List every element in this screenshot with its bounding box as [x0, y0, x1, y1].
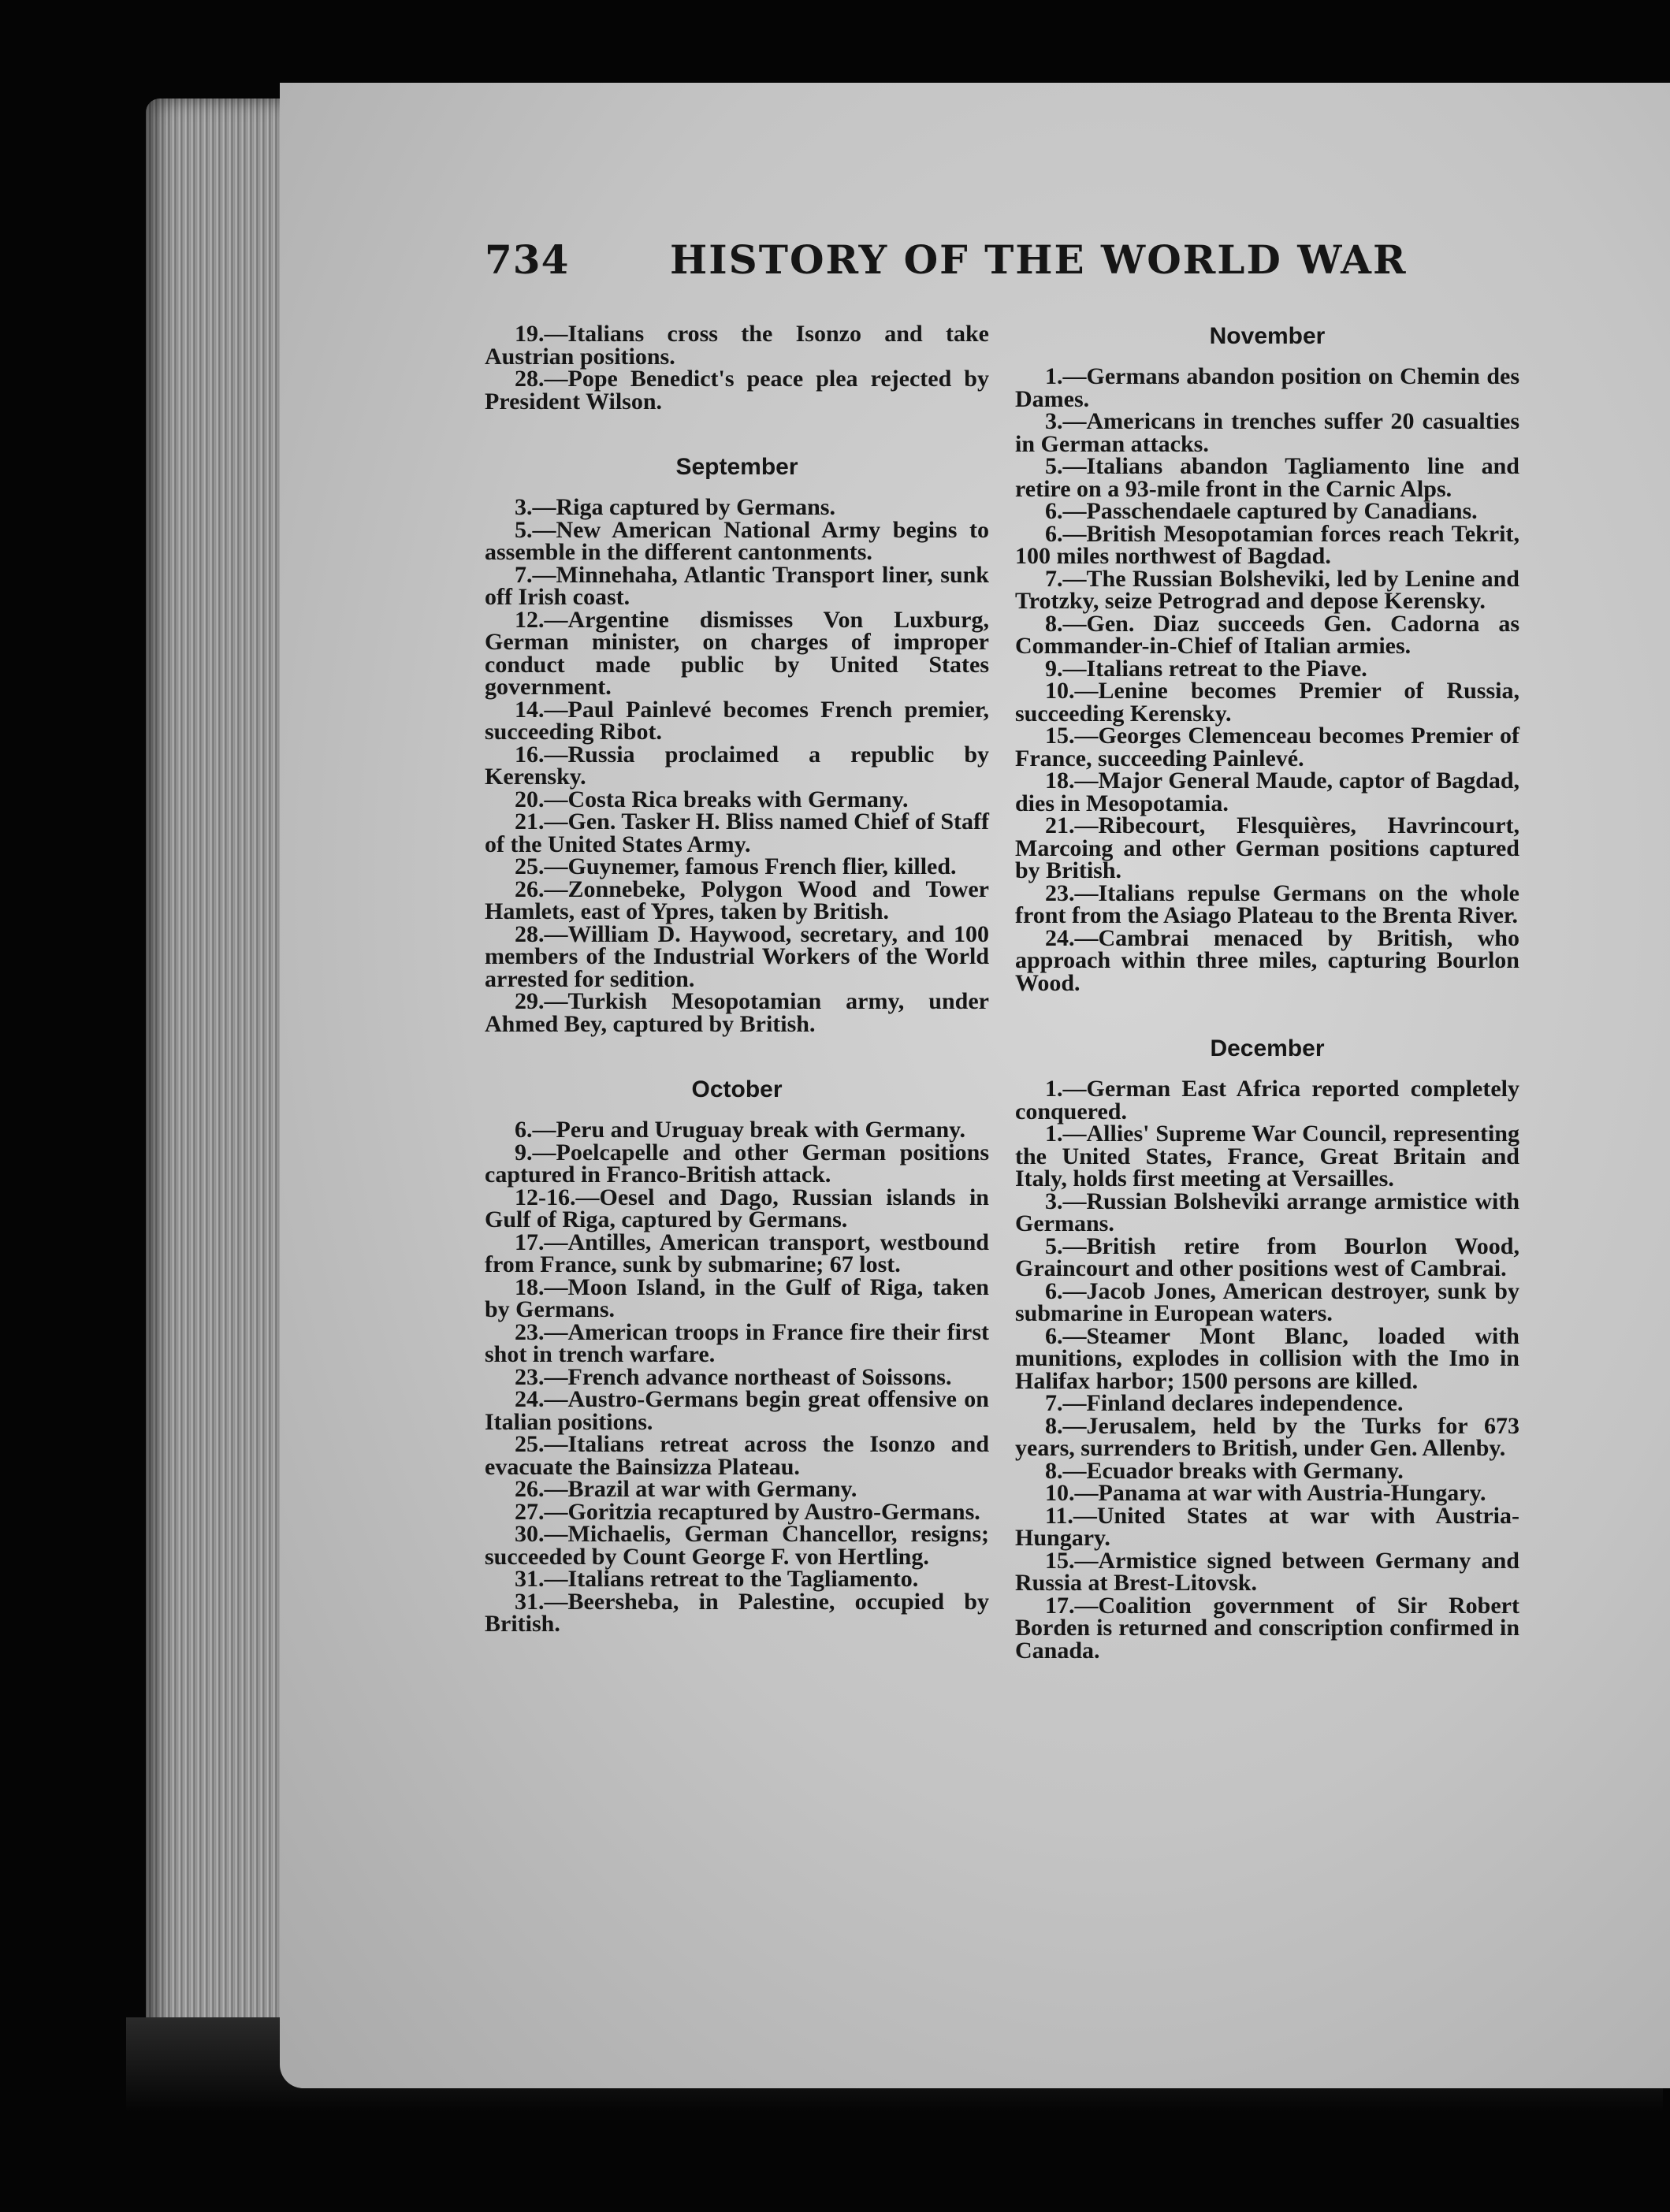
chronology-entry: 3.—Russian Bolsheviki arrange armistice with Germans. — [1015, 1188, 1519, 1236]
chronology-entry: 11.—United States at war with Austria-Hungary. — [1015, 1502, 1519, 1551]
chronology-entry: 25.—Italians retreat across the Isonzo and evacuate the Bainsizza Plateau. — [485, 1431, 989, 1480]
october-entries — [485, 1119, 989, 1636]
section-heading-september: September — [675, 454, 798, 480]
chronology-entry: 27.—Goritzia recaptured by Austro-Germans. — [515, 1498, 980, 1525]
chronology-entry: 1.—Germans abandon position on Chemin des Dames. — [1015, 363, 1519, 412]
october-section — [485, 1076, 989, 1636]
chronology-entry: 15.—Armistice signed between Germany and Russia at Brest-Litovsk. — [1015, 1547, 1519, 1596]
chronology-entry: 10.—Lenine becomes Premier of Russia, succeeding Kerensky. — [1015, 678, 1519, 727]
chronology-entry: 20.—Costa Rica breaks with Germany. — [515, 786, 909, 812]
september-section — [485, 454, 989, 1035]
chronology-entry: 1.—German East Africa reported completely conquered. — [1015, 1076, 1519, 1125]
december-section — [1015, 1035, 1519, 1662]
chronology-entry: 25.—Guynemer, famous French flier, killed. — [515, 853, 957, 879]
chronology-entry: 21.—Ribecourt, Flesquières, Havrincourt, Marcoing and other German positions captured by British. — [1015, 812, 1519, 883]
chronology-entry: 5.—New American National Army begins to assemble in the different cantonments. — [485, 516, 989, 565]
chronology-entry: 28.—William D. Haywood, secretary, and 100 members of the Industrial Workers of the World arrested for sedition. — [485, 920, 989, 992]
chronology-entry: 21.—Gen. Tasker H. Bliss named Chief of Staff of the United States Army. — [485, 809, 989, 857]
chronology-entry: 24.—Cambrai menaced by British, who approach within three miles, capturing Bourlon Wood. — [1015, 924, 1519, 996]
chronology-entry: 9.—Italians retreat to the Piave. — [1045, 655, 1367, 682]
chronology-entry: 17.—Coalition government of Sir Robert Borden is returned and conscription confirmed in Canada. — [1015, 1592, 1519, 1664]
chronology-entry: 19.—Italians cross the Isonzo and take Austrian positions. — [485, 321, 989, 370]
chronology-entry: 9.—Poelcapelle and other German positions captured in Franco-British attack. — [485, 1139, 989, 1188]
intro-section — [485, 323, 989, 413]
book-page-edges — [146, 99, 288, 2104]
november-section — [1015, 323, 1519, 994]
chronology-entry: 8.—Ecuador breaks with Germany. — [1045, 1457, 1404, 1484]
chronology-entry: 12.—Argentine dismisses Von Luxburg, German minister, on charges of improper conduct made public by United States government. — [485, 606, 989, 700]
chronology-entry: 18.—Major General Maude, captor of Bagdad, dies in Mesopotamia. — [1015, 768, 1519, 816]
chronology-entry: 3.—Americans in trenches suffer 20 casualties in German attacks. — [1015, 408, 1519, 457]
december-entries — [1015, 1078, 1519, 1662]
chronology-entry: 31.—Beersheba, in Palestine, occupied by British. — [485, 1588, 989, 1637]
running-head — [485, 236, 1408, 299]
chronology-entry: 23.—Italians repulse Germans on the whole front from the Asiago Plateau to the Brenta River. — [1015, 879, 1519, 928]
chronology-entry: 6.—Peru and Uruguay break with Germany. — [515, 1117, 965, 1143]
chronology-entry: 23.—French advance northeast of Soissons. — [515, 1363, 952, 1390]
chronology-entry: 6.—Jacob Jones, American destroyer, sunk by submarine in European waters. — [1015, 1277, 1519, 1326]
chronology-entry: 12-16.—Oesel and Dago, Russian islands in Gulf of Riga, captured by Germans. — [485, 1184, 989, 1232]
chronology-entry: 26.—Brazil at war with Germany. — [515, 1476, 857, 1502]
chronology-entry: 23.—American troops in France fire their first shot in trench warfare. — [485, 1318, 989, 1367]
chronology-entry: 7.—Minnehaha, Atlantic Transport liner, sunk off Irish coast. — [485, 561, 989, 610]
chronology-entry: 8.—Gen. Diaz succeeds Gen. Cadorna as Commander-in-Chief of Italian armies. — [1015, 610, 1519, 659]
chronology-entry: 7.—Finland declares independence. — [1045, 1390, 1404, 1416]
chronology-entry: 6.—Steamer Mont Blanc, loaded with munitions, explodes in collision with the Imo in Halifax harbor; 1500 persons are killed. — [1015, 1322, 1519, 1394]
chronology-entry: 31.—Italians retreat to the Tagliamento. — [515, 1566, 919, 1592]
chronology-entry: 16.—Russia proclaimed a republic by Kerensky. — [485, 741, 989, 790]
running-title: HISTORY OF THE WORLD WAR — [670, 236, 1408, 283]
page-number: 734 — [485, 236, 570, 283]
chronology-entry: 6.—British Mesopotamian forces reach Tekrit, 100 miles northwest of Bagdad. — [1015, 520, 1519, 569]
left-column — [485, 323, 989, 1677]
chronology-entry: 28.—Pope Benedict's peace plea rejected by President Wilson. — [485, 366, 989, 415]
chronology-entry: 10.—Panama at war with Austria-Hungary. — [1045, 1480, 1486, 1506]
chronology-entry: 18.—Moon Island, in the Gulf of Riga, taken by Germans. — [485, 1273, 989, 1322]
chronology-entry: 5.—Italians abandon Tagliamento line and retire on a 93-mile front in the Carnic Alps. — [1015, 453, 1519, 502]
chronology-entry: 26.—Zonnebeke, Polygon Wood and Tower Hamlets, east of Ypres, taken by British. — [485, 876, 989, 924]
chronology-entry: 6.—Passchendaele captured by Canadians. — [1045, 498, 1478, 524]
chronology-entry: 17.—Antilles, American transport, westbound from France, sunk by submarine; 67 lost. — [485, 1229, 989, 1277]
chronology-entry: 3.—Riga captured by Germans. — [515, 494, 835, 520]
chronology-entry: 14.—Paul Painlevé becomes French premier, succeeding Ribot. — [485, 696, 989, 745]
september-entries — [485, 496, 989, 1035]
chronology-entry: 8.—Jerusalem, held by the Turks for 673 years, surrenders to British, under Gen. Allenby. — [1015, 1412, 1519, 1461]
november-entries — [1015, 363, 1519, 996]
chronology-entry: 5.—British retire from Bourlon Wood, Graincourt and other positions west of Cambrai. — [1015, 1232, 1519, 1281]
page-text-area — [485, 236, 1525, 1978]
section-heading-november: November — [1209, 323, 1326, 349]
section-heading-october: October — [691, 1076, 783, 1102]
chronology-entry: 15.—Georges Clemenceau becomes Premier of France, succeeding Painlevé. — [1015, 723, 1519, 771]
chronology-entry: 1.—Allies' Supreme War Council, representing the United States, France, Great Britain and Italy, holds first meeting at Versailles. — [1015, 1121, 1519, 1192]
section-heading-december: December — [1210, 1035, 1325, 1061]
chronology-entry: 7.—The Russian Bolsheviki, led by Lenine and Trotzky, seize Petrograd and depose Kerensky. — [1015, 565, 1519, 614]
right-column — [1015, 323, 1519, 1703]
chronology-entry: 29.—Turkish Mesopotamian army, under Ahmed Bey, captured by British. — [485, 988, 989, 1037]
chronology-entry: 30.—Michaelis, German Chancellor, resigns; succeeded by Count George F. von Hertling. — [485, 1521, 989, 1570]
chronology-entry: 24.—Austro-Germans begin great offensive on Italian positions. — [485, 1386, 989, 1435]
